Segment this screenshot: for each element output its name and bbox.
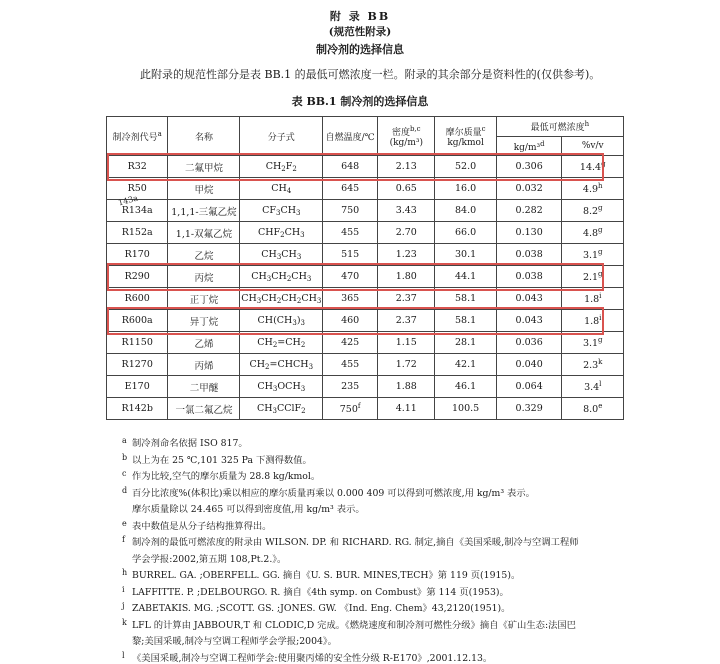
col-density: 密度$^{b,c}$ (kg/m³): [378, 117, 435, 156]
cell-name: 丙烯: [168, 354, 240, 376]
cell-lfl-pct: 4.9$^h$: [562, 178, 624, 200]
cell-molar: 44.1: [435, 266, 496, 288]
footnote-mark: c: [122, 469, 127, 478]
cell-molar: 16.0: [435, 178, 496, 200]
table-row: [107, 156, 624, 178]
footnote: 作为比较,空气的摩尔质量为 28.8 kg/kmol。: [132, 471, 321, 482]
formula-text: $CH_3CH_2CH_2CH_3$: [241, 292, 322, 305]
cell-temp: 515: [323, 244, 378, 266]
cell-lfl-pct: 4.8$^g$: [562, 222, 624, 244]
formula-text: $CH_3OCH_3$: [257, 380, 306, 393]
formula-text: $CH_3CH_3$: [261, 248, 302, 261]
cell-formula: [240, 354, 323, 376]
col-code: 制冷剂代号$^a$: [107, 117, 168, 156]
cell-density: 4.11: [378, 398, 435, 420]
cell-molar: 52.0: [435, 156, 496, 178]
cell-name: 异丁烷: [168, 310, 240, 332]
cell-name: 1,1,1-三氟乙烷: [168, 200, 240, 222]
cell-formula: [240, 222, 323, 244]
cell-code: R170: [107, 244, 168, 266]
cell-molar: 30.1: [435, 244, 496, 266]
cell-code: R50: [107, 178, 168, 200]
cell-name: 一氯二氟乙烷: [168, 398, 240, 420]
cell-code: R32: [107, 156, 168, 178]
cell-name: 乙烷: [168, 244, 240, 266]
cell-lfl-kg: 0.043: [496, 288, 562, 310]
cell-formula: [240, 178, 323, 200]
table-row: [107, 244, 624, 266]
cell-temp: 750$^f$: [323, 398, 378, 420]
footnote: LAFFITTE. P. ;DELBOURGO. R. 摘自《4th symp. on Combust》第 114 页(1953)。: [132, 586, 509, 598]
col-lfl-pct: %v/v: [562, 137, 624, 156]
cell-density: 3.43: [378, 200, 435, 222]
appendix-label: 附 录 BB: [329, 10, 391, 23]
cell-formula: [240, 376, 323, 398]
cell-molar: 46.1: [435, 376, 496, 398]
col-autoignition: 自燃温度/℃: [323, 117, 378, 156]
cell-molar: 66.0: [435, 222, 496, 244]
cell-code: R142b: [107, 398, 168, 420]
cell-density: 1.88: [378, 376, 435, 398]
cell-temp: 455: [323, 222, 378, 244]
cell-formula: [240, 288, 323, 310]
cell-formula: [240, 332, 323, 354]
table-caption: 表 BB.1 制冷剂的选择信息: [291, 95, 429, 108]
cell-code: R1270: [107, 354, 168, 376]
cell-lfl-pct: 3.1$^g$: [562, 332, 624, 354]
footnote: 学会学报:2002,第五期 108,Pt.2.》。: [132, 553, 287, 565]
cell-temp: 645: [323, 178, 378, 200]
formula-text: $CHF_2CH_3$: [257, 226, 305, 239]
cell-lfl-pct: 3.4$^l$: [562, 376, 624, 398]
cell-lfl-pct: 1.8$^i$: [562, 310, 624, 332]
cell-temp: 470: [323, 266, 378, 288]
cell-name: 1,1-双氟乙烷: [168, 222, 240, 244]
formula-text: $CH_2F_2$: [265, 160, 297, 173]
cell-formula: [240, 266, 323, 288]
cell-lfl-pct: 14.4$^g$: [562, 156, 624, 178]
footnote: 百分比浓度%(体积比)乘以相应的摩尔质量再乘以 0.000 409 可以得到可燃浓度,用 kg/m³ 表示。: [132, 487, 535, 499]
footnote: 以上为在 25 ℃,101 325 Pa 下测得数值。: [132, 454, 312, 466]
cell-code: R600a: [107, 310, 168, 332]
cell-molar: 58.1: [435, 310, 496, 332]
cell-molar: 100.5: [435, 398, 496, 420]
table-row: [107, 398, 624, 420]
col-molar: 摩尔质量$^c$ kg/kmol: [435, 117, 496, 156]
table-row: [107, 332, 624, 354]
refrigerant-table: [106, 116, 624, 420]
cell-code: R290: [107, 266, 168, 288]
col-name: 名称: [168, 117, 240, 156]
footnote: 摩尔质量除以 24.465 可以得到密度值,用 kg/m³ 表示。: [132, 504, 365, 515]
col-lfl: 最低可燃浓度$^h$: [496, 117, 623, 137]
cell-formula: [240, 200, 323, 222]
table-row: [107, 200, 624, 222]
table-row: [107, 266, 624, 288]
cell-density: 1.72: [378, 354, 435, 376]
cell-formula: [240, 310, 323, 332]
cell-temp: 455: [323, 354, 378, 376]
cell-code: R600: [107, 288, 168, 310]
cell-temp: 425: [323, 332, 378, 354]
cell-lfl-pct: 1.8$^i$: [562, 288, 624, 310]
cell-molar: 42.1: [435, 354, 496, 376]
cell-name: 二氟甲烷: [168, 156, 240, 178]
cell-lfl-kg: 0.036: [496, 332, 562, 354]
footnote-mark: h: [122, 568, 128, 577]
cell-formula: [240, 398, 323, 420]
cell-name: 乙烯: [168, 332, 240, 354]
footnote: 制冷剂的最低可燃浓度的附录由 WILSON. DP. 和 RICHARD. RG. 制定,摘自《美国采暖,制冷与空调工程师: [132, 537, 579, 548]
cell-code: R1150: [107, 332, 168, 354]
cell-density: 2.70: [378, 222, 435, 244]
footnote-mark: a: [122, 436, 127, 445]
footnote: 表中数值是从分子结构推算得出。: [132, 520, 272, 532]
cell-lfl-pct: 8.0e: [562, 398, 624, 420]
cell-name: 丙烷: [168, 266, 240, 288]
formula-text: $CH(CH_3)_3$: [257, 314, 306, 327]
cell-lfl-kg: 0.038: [496, 244, 562, 266]
table-row: [107, 376, 624, 398]
formula-text: $CH_2=CH_2$: [257, 336, 306, 349]
footnote-mark: k: [122, 617, 127, 627]
cell-molar: 84.0: [435, 200, 496, 222]
cell-density: 0.65: [378, 178, 435, 200]
footnote-mark: b: [122, 452, 128, 462]
cell-lfl-kg: 0.040: [496, 354, 562, 376]
cell-temp: 648: [323, 156, 378, 178]
footnote: 黎;美国采暖,制冷与空调工程师学会学报;2004》。: [132, 636, 337, 647]
cell-lfl-pct: 3.1$^g$: [562, 244, 624, 266]
cell-lfl-kg: 0.038: [496, 266, 562, 288]
intro-paragraph: 此附录的规范性部分是表 BB.1 的最低可燃浓度一栏。附录的其余部分是资料性的(仅供参考)。: [140, 68, 601, 81]
cell-lfl-kg: 0.032: [496, 178, 562, 200]
cell-lfl-pct: 2.1$^g$: [562, 266, 624, 288]
cell-formula: [240, 156, 323, 178]
cell-lfl-kg: 0.064: [496, 376, 562, 398]
cell-name: 二甲醚: [168, 376, 240, 398]
col-lfl-kg: kg/m³$^d$: [496, 137, 562, 156]
cell-lfl-pct: 2.3$^k$: [562, 354, 624, 376]
table-row: [107, 222, 624, 244]
cell-density: 1.80: [378, 266, 435, 288]
normative-label: (规范性附录): [328, 26, 392, 38]
cell-temp: 460: [323, 310, 378, 332]
cell-density: 2.37: [378, 288, 435, 310]
footnote: 制冷剂命名依据 ISO 817。: [132, 438, 248, 449]
cell-name: 甲烷: [168, 178, 240, 200]
appendix-subject: 制冷剂的选择信息: [316, 43, 404, 56]
footnote-mark: e: [122, 518, 127, 528]
cell-density: 1.15: [378, 332, 435, 354]
footnote: LFL 的计算由 JABBOUR,T 和 CLODIC,D 完成。《燃烧速度和制冷剂可燃性分级》摘自《矿山生态:法国巴: [132, 619, 576, 631]
footnote-mark: j: [122, 601, 125, 610]
table-row: [107, 178, 624, 200]
footnote-mark: f: [122, 535, 125, 544]
cell-temp: 235: [323, 376, 378, 398]
formula-text: $CH_2=CHCH_3$: [249, 358, 314, 371]
col-formula: 分子式: [240, 117, 323, 156]
cell-lfl-kg: 0.329: [496, 398, 562, 420]
footnote: BURREL. GA. ;OBERFELL. GG. 摘自《U. S. BUR. MINES,TECH》第 119 页(1915)。: [132, 570, 521, 581]
footnote-mark: l: [122, 650, 125, 660]
cell-molar: 28.1: [435, 332, 496, 354]
cell-code: R134a: [107, 200, 168, 222]
table-row: [107, 354, 624, 376]
footnote: ZABETAKIS. MG. ;SCOTT. GS. ;JONES. GW. 《Ind. Eng. Chem》43,2120(1951)。: [132, 603, 511, 614]
cell-lfl-kg: 0.043: [496, 310, 562, 332]
cell-formula: [240, 244, 323, 266]
footnote: 《美国采暖,制冷与空调工程师学会:使用聚丙烯的安全性分级 R-E170》,2001.12.13。: [132, 652, 493, 664]
cell-molar: 58.1: [435, 288, 496, 310]
formula-text: $CH_3CClF_2$: [256, 402, 306, 415]
cell-density: 2.37: [378, 310, 435, 332]
cell-density: 1.23: [378, 244, 435, 266]
formula-text: $CF_3CH_3$: [262, 204, 301, 217]
cell-lfl-kg: 0.282: [496, 200, 562, 222]
cell-lfl-pct: 8.2$^g$: [562, 200, 624, 222]
cell-temp: 750: [323, 200, 378, 222]
cell-lfl-kg: 0.130: [496, 222, 562, 244]
handwritten-note: 143a: [117, 193, 139, 208]
table-row: [107, 310, 624, 332]
table-row: [107, 288, 624, 310]
cell-temp: 365: [323, 288, 378, 310]
cell-lfl-kg: 0.306: [496, 156, 562, 178]
cell-code: E170: [107, 376, 168, 398]
formula-text: $CH_3CH_2CH_3$: [251, 270, 312, 283]
cell-name: 正丁烷: [168, 288, 240, 310]
cell-density: 2.13: [378, 156, 435, 178]
footnote-mark: i: [122, 584, 125, 594]
cell-code: R152a: [107, 222, 168, 244]
formula-text: $CH_4$: [271, 182, 292, 195]
footnote-mark: d: [122, 485, 128, 495]
